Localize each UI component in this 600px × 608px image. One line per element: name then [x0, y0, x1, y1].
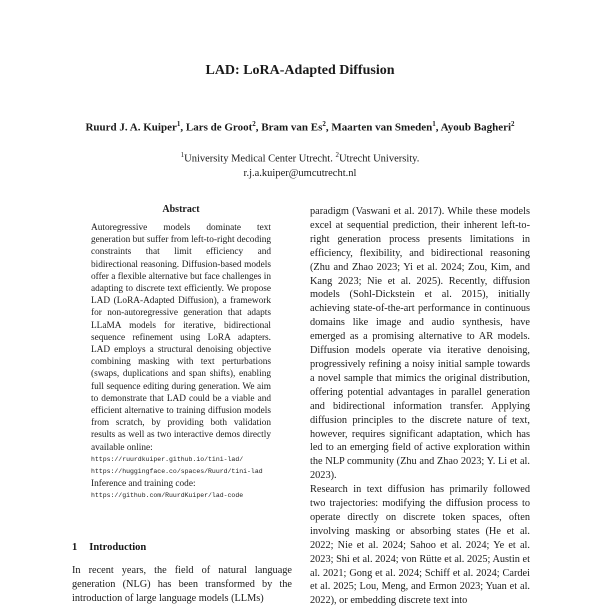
author-affiliation-marker: 1: [176, 120, 181, 128]
author-name: Ruurd J. A. Kuiper: [85, 121, 177, 134]
code-link[interactable]: https://github.com/RuurdKuiper/lad-code: [91, 492, 244, 500]
author-separator: ,: [255, 121, 262, 134]
demo-link-1[interactable]: https://ruurdkuiper.github.io/tini-lad/: [91, 455, 244, 463]
right-column: [310, 205, 530, 608]
section-heading: [72, 542, 146, 553]
affiliation-line: [0, 148, 600, 167]
section-number: 1: [72, 542, 78, 553]
affiliation-2: Utrecht University.: [338, 153, 420, 165]
author-affiliation-marker: 1: [432, 120, 436, 128]
author-affiliation-marker: 2: [252, 120, 256, 128]
author-name: Lars de Groot: [185, 121, 253, 134]
demo-link-2[interactable]: https://huggingface.co/spaces/Ruurd/tini-lad: [91, 468, 263, 476]
author-affiliation-marker: 2: [322, 120, 326, 128]
abstract-heading: Abstract: [162, 204, 200, 215]
section-title: Introduction: [89, 542, 147, 553]
right-paragraph-1: paradigm (Vaswani et al. 2017). While these models excel at sequential prediction, their inherent left-to-right generation process presents limitations in efficiency, flexibility, and bidirectional reasoning (Zhu and Zhao 2023; Yi et al. 2024; Zou, Kim, and Kang 2023; Nie et al. 2025). Recently, diffusion models (Sohl-Dickstein et al. 2015), initially achieving state-of-the-art performance in continuous domains like image and audio synthesis, have emerged as a promising alternative to AR models. Diffusion models operate via iterative denoising, progressively refining a noisy initial sample towards a novel sample that mimics the original distribution, offering potential advantages in parallel generation and bidirectional information transfer. Applying diffusion principles to the discrete nature of text, however, requires significant adaptation, which has led to an emerging field of active exploration within the NLP community (Zhu and Zhao 2023; Y. Li et al. 2023).: [310, 206, 530, 482]
right-paragraph-2: Research in text diffusion has primarily followed two trajectories: modifying the diffusion process to operate directly on discrete token spaces, often involving masking or absorbing states (He et al. 2022; Nie et al. 2024; Sahoo et al. 2024; Ye et al. 2023; Shi et al. 2024; von Rütte et al. 2025; Austin et al. 2021; Gong et al. 2024; Schiff et al. 2024; Cardei et al. 2025; Lou, Meng, and Ermon 2023; Yuan et al. 2022), or embedding discrete text into: [310, 484, 530, 607]
affiliation-2-marker: 2: [335, 151, 339, 159]
author-affiliation-marker: 2: [511, 120, 515, 128]
code-label: Inference and training code:: [91, 479, 196, 490]
affiliation-1: University Medical Center Utrecht.: [184, 153, 336, 165]
author-name: Bram van Es: [261, 121, 323, 134]
author-name: Ayoub Bagheri: [440, 121, 512, 134]
author-email: r.j.a.kuiper@umcutrecht.nl: [243, 167, 357, 179]
affiliation-1-marker: 1: [180, 151, 185, 159]
author-name: Maarten van Smeden: [331, 121, 433, 134]
paper-title: LAD: LoRA-Adapted Diffusion: [205, 63, 395, 78]
author-separator: ,: [435, 121, 441, 134]
author-separator: ,: [180, 121, 186, 134]
affiliations: [0, 148, 600, 181]
abstract-body: [91, 222, 271, 503]
abstract-text: Autoregressive models dominate text generation but suffer from left-to-right decoding constraints that limit efficiency and bidirectional reasoning. Diffusion-based models offer a flexible alternative but face challenges in adapting to discrete text efficiently. We propose LAD (LoRA-Adapted Diffusion), a framework for non-autoregressive generation that adapts LLaMA models for iterative, bidirectional sequence refinement using LoRA adapters. LAD employs a structural denoising objective combining masking with text perturbations (swaps, duplications and span shifts), enabling full sequence editing during generation. We aim to demonstrate that LAD could be a viable and efficient alternative to training diffusion models from scratch, by providing both validation results as well as two interactive demos directly available online:: [91, 223, 271, 453]
author-list: [0, 120, 600, 134]
author-separator: ,: [325, 121, 332, 134]
intro-paragraph: In recent years, the field of natural language generation (NLG) has been transformed by the introduction of large language models (LLMs): [72, 565, 292, 604]
